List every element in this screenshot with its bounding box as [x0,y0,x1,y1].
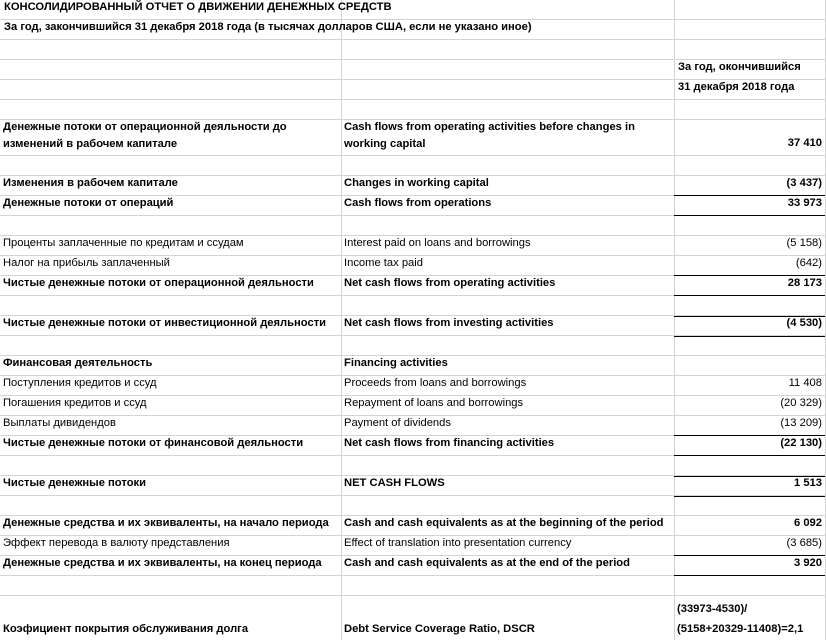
row-label-en: Net cash flows from financing activities [344,437,555,449]
table-row [0,536,826,556]
row-label-en: Net cash flows from investing activities [344,317,554,329]
dscr-label-ru: Коэфициент покрытия обслуживания долга [3,623,249,635]
total-underline [674,455,825,456]
row-label-ru: Поступления кредитов и ссуд [3,377,157,389]
table-row [0,196,826,216]
table-row [0,256,826,276]
row-value: (4 530) [786,317,822,329]
report-subtitle: За год, закончившийся 31 декабря 2018 года (в тысячах долларов США, если не указано иное) [4,21,532,33]
dscr-formula-line2: (5158+20329-11408)=2,1 [677,623,804,635]
row-value: 1 513 [794,477,822,489]
empty-row [0,496,826,516]
row-value: 6 092 [794,517,822,529]
row-value: (5 158) [786,237,822,249]
table-row [0,396,826,416]
row-label-en: Interest paid on loans and borrowings [344,237,531,249]
table-row [0,316,826,336]
dscr-formula-line1: (33973-4530)/ [677,603,748,615]
row-label-en: NET CASH FLOWS [344,477,445,489]
row-label-ru: Эффект перевода в валюту представления [3,537,230,549]
period-row-2 [0,80,826,100]
total-underline [674,295,825,296]
row-label-ru: Денежные средства и их эквиваленты, на начало периода [3,517,329,529]
table-row [0,356,826,376]
row-label-ru: Погашения кредитов и ссуд [3,397,147,409]
row-label-en: Net cash flows from operating activities [344,277,556,289]
total-underline [674,575,825,576]
row-value: 11 408 [788,377,822,389]
period-header-line2: 31 декабря 2018 года [678,81,795,93]
row-label-en: Income tax paid [344,257,423,269]
row-label-ru: Чистые денежные потоки [3,477,147,489]
row-value: (3 685) [786,537,822,549]
row-value: 3 920 [794,557,822,569]
subtotal-underline [674,555,825,556]
table-row [0,176,826,196]
row-label-en: Financing activities [344,357,448,369]
row-label-ru: Денежные потоки от операций [3,197,174,209]
row-label-ru: Денежные потоки от операционной деяльности до изменений в рабочем капитале [3,121,287,150]
table-row [0,436,826,456]
empty-row [0,576,826,596]
row-label-ru: Финансовая деятельность [3,357,153,369]
row-value: (13 209) [780,417,822,429]
subtotal-underline [674,476,825,477]
row-value: 33 973 [787,197,822,209]
row-label-ru: Выплаты дивидендов [3,417,116,429]
row-label-ru: Денежные средства и их эквиваленты, на конец периода [3,557,322,569]
row-value: (20 329) [780,397,822,409]
subtitle-row [0,20,826,40]
dscr-label-en: Debt Service Coverage Ratio, DSCR [344,623,535,635]
table-row [0,416,826,436]
row-label-en: Changes in working capital [344,177,489,189]
row-label-en: Repayment of loans and borrowings [344,397,524,409]
table-row [0,276,826,296]
empty-row [0,296,826,316]
table-row [0,120,826,156]
empty-row [0,156,826,176]
row-label-ru: Чистые денежные потоки от операционной деяльности [3,277,314,289]
empty-row [0,216,826,236]
row-label-en: Payment of dividends [344,417,451,429]
row-label-ru: Налог на прибыль заплаченный [3,257,170,269]
table-row [0,516,826,536]
row-value: (22 130) [780,437,822,449]
table-row [0,376,826,396]
row-label-en: Cash and cash equivalents as at the end of the period [344,557,630,569]
period-row-1 [0,60,826,80]
empty-row [0,100,826,120]
table-row [0,556,826,576]
empty-row [0,40,826,60]
row-value: (3 437) [786,177,822,189]
subtotal-underline [674,435,825,436]
row-label-en: Cash flows from operating activities before changes in working capital [344,121,635,150]
subtotal-underline [674,195,825,196]
dscr-row [0,596,826,640]
table-row [0,236,826,256]
subtotal-underline [674,316,825,317]
empty-row [0,336,826,356]
report-title: КОНСОЛИДИРОВАННЫЙ ОТЧЕТ О ДВИЖЕНИИ ДЕНЕЖНЫХ СРЕДСТВ [4,1,392,13]
row-label-en: Effect of translation into presentation currency [344,537,572,549]
total-underline [674,215,825,216]
row-label-ru: Чистые денежные потоки от финансовой деяльности [3,437,304,449]
row-value: (642) [795,257,822,269]
row-label-en: Cash flows from operations [344,197,492,209]
row-label-en: Proceeds from loans and borrowings [344,377,527,389]
row-label-en: Cash and cash equivalents as at the beginning of the period [344,517,664,529]
total-underline [674,496,825,497]
row-value: 28 173 [787,277,822,289]
total-underline [674,336,825,337]
row-label-ru: Изменения в рабочем капитале [3,177,178,189]
row-label-ru: Чистые денежные потоки от инвестиционной деяльности [3,317,327,329]
empty-row [0,456,826,476]
table-row [0,476,826,496]
subtotal-underline [674,275,825,276]
period-header-line1: За год, окончившийся [678,61,801,73]
title-row [0,0,826,20]
row-value: 37 410 [787,137,822,149]
row-label-ru: Проценты заплаченные по кредитам и ссудам [3,237,244,249]
